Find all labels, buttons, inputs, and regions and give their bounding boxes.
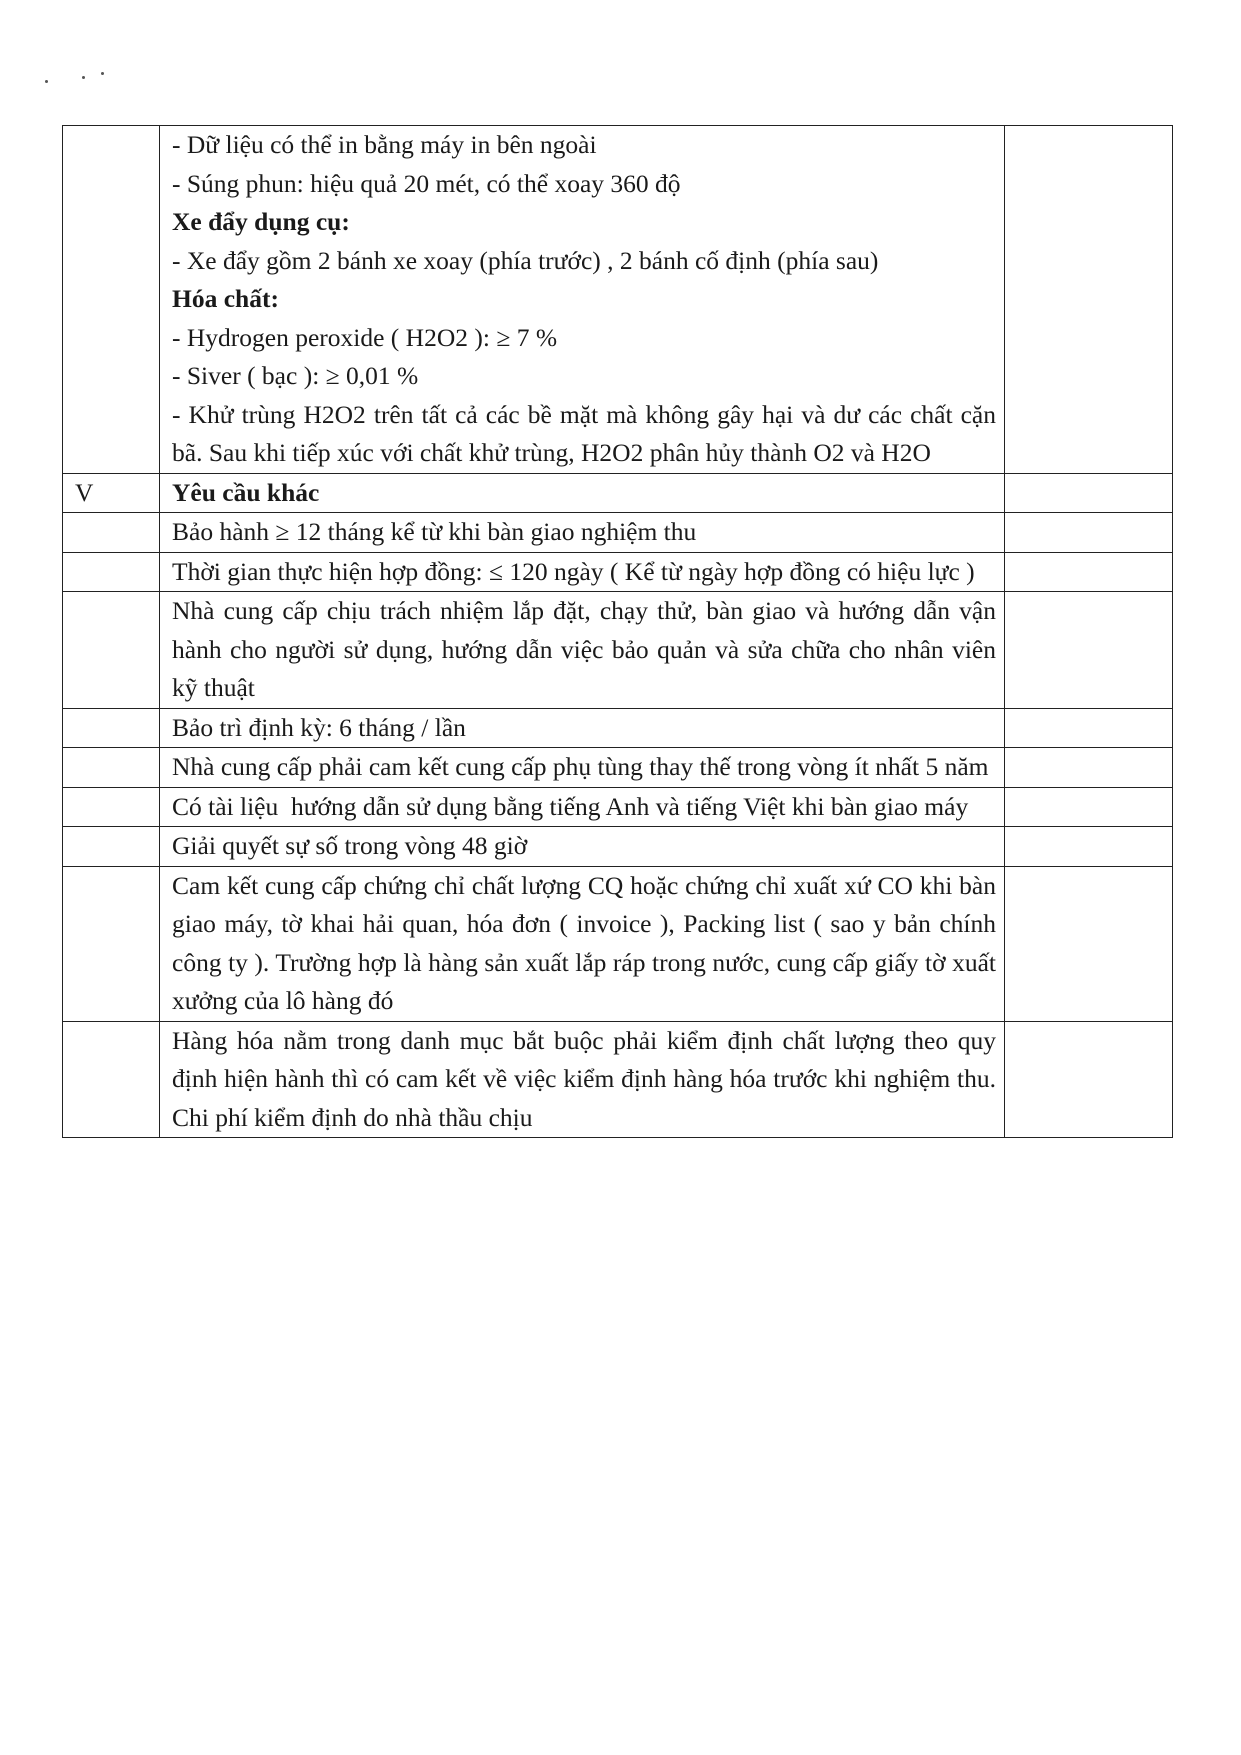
table-row <box>63 126 1173 474</box>
table-row <box>63 552 1173 592</box>
row-note-cell <box>1005 473 1173 513</box>
requirements-table <box>62 125 1173 1138</box>
section-heading: Xe đẩy dụng cụ: <box>172 207 350 236</box>
spec-paragraph: - Khử trùng H2O2 trên tất cả các bề mặt mà không gây hại và dư các chất cặn bã. Sau khi tiếp xúc với chất khử trùng, H2O2 phân hủy thành O2 và H2O <box>172 399 996 467</box>
section-heading: Yêu cầu khác <box>172 477 320 507</box>
row-note-cell <box>1005 592 1173 709</box>
row-description-cell <box>160 748 1005 788</box>
row-number-cell <box>63 748 160 788</box>
requirement-text: Giải quyết sự số trong vòng 48 giờ <box>172 831 528 860</box>
row-number-cell <box>63 1021 160 1138</box>
row-number-cell <box>63 787 160 827</box>
row-note-cell <box>1005 827 1173 867</box>
row-note-cell <box>1005 787 1173 827</box>
spec-line: - Siver ( bạc ): ≥ 0,01 % <box>172 361 419 390</box>
spec-line: - Hydrogen peroxide ( H2O2 ): ≥ 7 % <box>172 322 558 352</box>
requirement-text: Nhà cung cấp phải cam kết cung cấp phụ tùng thay thế trong vòng ít nhất 5 năm <box>172 752 989 781</box>
table-row <box>63 708 1173 748</box>
requirement-text: Cam kết cung cấp chứng chỉ chất lượng CQ hoặc chứng chỉ xuất xứ CO khi bàn giao máy, tờ khai hải quan, hóa đơn ( invoice ), Packing list ( sao y bản chính công ty ). Trường hợp là hàng sản xuất lắp ráp trong nước, cung cấp giấy tờ xuất xưởng của lô hàng đó <box>172 870 996 1015</box>
row-number-cell <box>63 708 160 748</box>
scan-speck <box>82 76 85 79</box>
row-note-cell <box>1005 866 1173 1021</box>
row-description-cell <box>160 473 1005 513</box>
scan-speck <box>45 80 48 83</box>
row-note-cell <box>1005 708 1173 748</box>
table-row <box>63 787 1173 827</box>
row-description-cell <box>160 787 1005 827</box>
spec-line: - Súng phun: hiệu quả 20 mét, có thể xoay 360 độ <box>172 168 681 198</box>
table-row <box>63 473 1173 513</box>
row-description-cell <box>160 827 1005 867</box>
table-row <box>63 592 1173 709</box>
requirement-text: Thời gian thực hiện hợp đồng: ≤ 120 ngày ( Kể từ ngày hợp đồng có hiệu lực ) <box>172 556 975 586</box>
requirements-table-body <box>63 126 1173 1138</box>
requirement-text: Bảo trì định kỳ: 6 tháng / lần <box>172 712 466 742</box>
row-note-cell <box>1005 552 1173 592</box>
row-number-cell <box>63 552 160 592</box>
row-description-cell <box>160 1021 1005 1138</box>
requirement-text: Bảo hành ≥ 12 tháng kể từ khi bàn giao nghiệm thu <box>172 517 697 546</box>
table-row <box>63 513 1173 553</box>
row-number-cell <box>63 126 160 474</box>
row-number-cell <box>63 473 160 513</box>
row-note-cell <box>1005 748 1173 788</box>
scan-speck <box>101 72 104 75</box>
row-number-cell <box>63 592 160 709</box>
row-note-cell <box>1005 513 1173 553</box>
spec-line: - Dữ liệu có thể in bằng máy in bên ngoài <box>172 130 597 159</box>
section-heading: Hóa chất: <box>172 284 279 313</box>
section-number: V <box>75 477 94 507</box>
row-description-cell <box>160 126 1005 474</box>
requirement-text: Có tài liệu hướng dẫn sử dụng bằng tiếng Anh và tiếng Việt khi bàn giao máy <box>172 791 969 821</box>
table-row <box>63 748 1173 788</box>
row-description-cell <box>160 552 1005 592</box>
row-note-cell <box>1005 1021 1173 1138</box>
row-number-cell <box>63 827 160 867</box>
row-description-cell <box>160 708 1005 748</box>
row-number-cell <box>63 513 160 553</box>
table-row <box>63 866 1173 1021</box>
requirement-text: Hàng hóa nằm trong danh mục bắt buộc phải kiểm định chất lượng theo quy định hiện hành thì có cam kết về việc kiểm định hàng hóa trước khi nghiệm thu. Chi phí kiểm định do nhà thầu chịu <box>172 1025 996 1132</box>
row-description-cell <box>160 513 1005 553</box>
requirement-text: Nhà cung cấp chịu trách nhiệm lắp đặt, chạy thử, bàn giao và hướng dẫn vận hành cho người sử dụng, hướng dẫn việc bảo quản và sửa chữa cho nhân viên kỹ thuật <box>172 596 996 702</box>
row-note-cell <box>1005 126 1173 474</box>
table-row <box>63 1021 1173 1138</box>
row-description-cell <box>160 866 1005 1021</box>
table-row <box>63 827 1173 867</box>
row-description-cell <box>160 592 1005 709</box>
row-number-cell <box>63 866 160 1021</box>
spec-line: - Xe đẩy gồm 2 bánh xe xoay (phía trước) , 2 bánh cố định (phía sau) <box>172 245 879 275</box>
